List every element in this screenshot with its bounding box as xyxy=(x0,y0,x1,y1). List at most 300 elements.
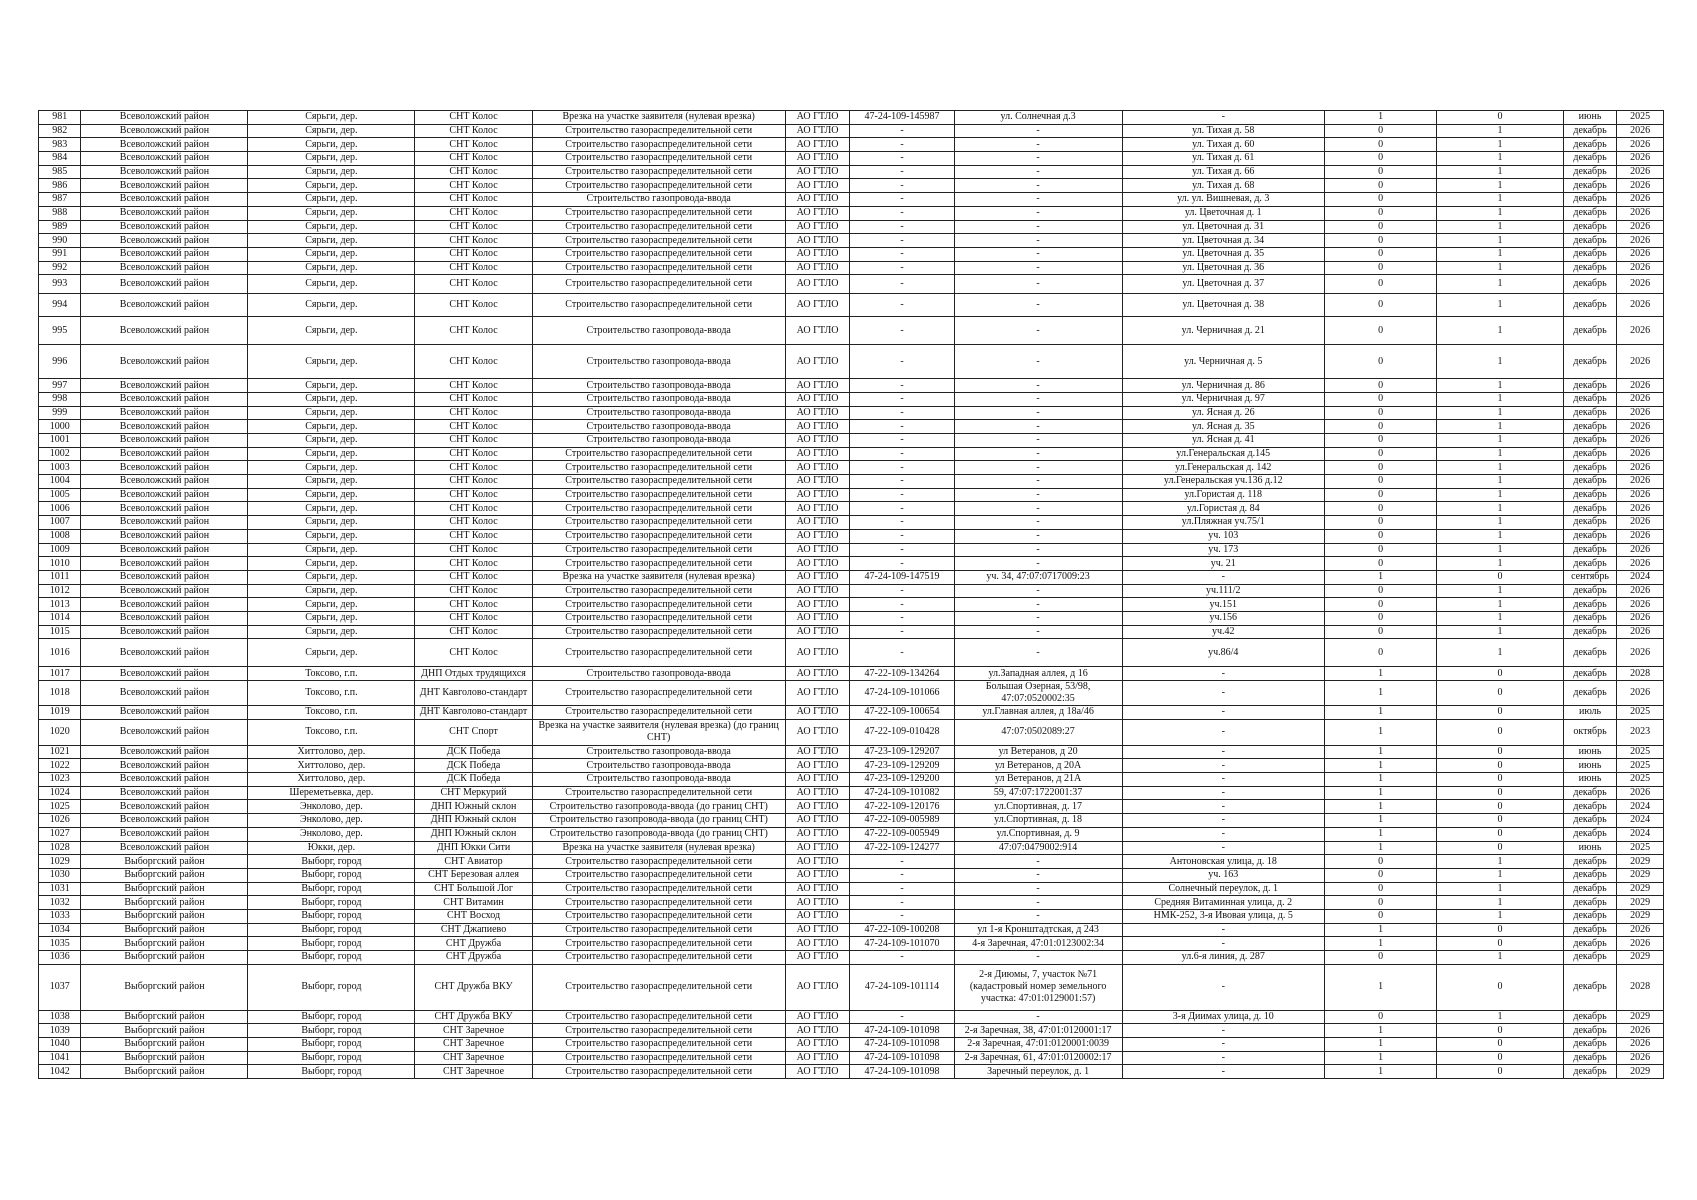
cell-application-number: - xyxy=(850,909,954,923)
table-row xyxy=(39,461,1664,475)
cell-organization: АО ГТЛО xyxy=(785,247,850,261)
cell-organization: АО ГТЛО xyxy=(785,882,850,896)
cell-partnership: ДСК Победа xyxy=(415,745,532,759)
table-row xyxy=(39,152,1664,166)
cell-application-number: 47-24-109-147519 xyxy=(850,570,954,584)
cell-address-existing: - xyxy=(954,317,1122,345)
cell-address-planned: Солнечный переулок, д. 1 xyxy=(1122,882,1324,896)
cell-work-type: Строительство газораспределительной сети xyxy=(532,625,785,639)
cell-district: Всеволожский район xyxy=(81,557,248,571)
cell-address-planned: ул. Черничная д. 86 xyxy=(1122,379,1324,393)
cell-year: 2026 xyxy=(1617,392,1664,406)
cell-settlement: Сярьги, дер. xyxy=(248,557,415,571)
cell-address-existing: - xyxy=(954,611,1122,625)
cell-settlement: Хиттолово, дер. xyxy=(248,773,415,787)
cell-partnership: СНТ Колос xyxy=(415,420,532,434)
table-row xyxy=(39,800,1664,814)
cell-application-number: - xyxy=(850,611,954,625)
cell-address-existing: - xyxy=(954,909,1122,923)
cell-address-existing: - xyxy=(954,625,1122,639)
cell-partnership: ДНП Юкки Сити xyxy=(415,841,532,855)
cell-organization: АО ГТЛО xyxy=(785,1024,850,1038)
cell-district: Всеволожский район xyxy=(81,800,248,814)
cell-partnership: СНТ Колос xyxy=(415,220,532,234)
cell-address-existing: - xyxy=(954,392,1122,406)
table-row xyxy=(39,261,1664,275)
cell-work-type: Врезка на участке заявителя (нулевая врезка) xyxy=(532,111,785,125)
cell-count-b: 0 xyxy=(1437,706,1563,720)
cell-count-a: 1 xyxy=(1324,719,1436,745)
cell-application-number: - xyxy=(850,152,954,166)
cell-partnership: ДСК Победа xyxy=(415,759,532,773)
cell-year: 2026 xyxy=(1617,275,1664,294)
cell-district: Всеволожский район xyxy=(81,247,248,261)
cell-row-number: 1011 xyxy=(39,570,81,584)
cell-address-existing: - xyxy=(954,447,1122,461)
cell-count-b: 1 xyxy=(1437,124,1563,138)
cell-district: Выборгский район xyxy=(81,964,248,1010)
cell-organization: АО ГТЛО xyxy=(785,434,850,448)
cell-month: декабрь xyxy=(1563,786,1617,800)
cell-work-type: Строительство газораспределительной сети xyxy=(532,639,785,667)
cell-count-b: 1 xyxy=(1437,379,1563,393)
cell-partnership: СНТ Колос xyxy=(415,193,532,207)
cell-partnership: СНТ Колос xyxy=(415,206,532,220)
cell-month: декабрь xyxy=(1563,1010,1617,1024)
cell-address-existing: ул.Спортивная, д. 9 xyxy=(954,827,1122,841)
cell-count-a: 0 xyxy=(1324,475,1436,489)
cell-year: 2029 xyxy=(1617,951,1664,965)
cell-application-number: 47-24-109-145987 xyxy=(850,111,954,125)
cell-address-planned: уч. 103 xyxy=(1122,529,1324,543)
cell-address-planned: - xyxy=(1122,745,1324,759)
cell-address-planned: - xyxy=(1122,841,1324,855)
cell-month: декабрь xyxy=(1563,461,1617,475)
cell-organization: АО ГТЛО xyxy=(785,937,850,951)
cell-month: декабрь xyxy=(1563,964,1617,1010)
cell-address-planned: ул.Генеральская д.145 xyxy=(1122,447,1324,461)
cell-address-planned: ул. Ясная д. 35 xyxy=(1122,420,1324,434)
cell-row-number: 993 xyxy=(39,275,81,294)
cell-year: 2026 xyxy=(1617,434,1664,448)
cell-year: 2026 xyxy=(1617,379,1664,393)
cell-year: 2026 xyxy=(1617,516,1664,530)
cell-row-number: 1014 xyxy=(39,611,81,625)
cell-partnership: СНТ Заречное xyxy=(415,1065,532,1079)
cell-count-a: 1 xyxy=(1324,964,1436,1010)
cell-settlement: Сярьги, дер. xyxy=(248,138,415,152)
cell-work-type: Строительство газораспределительной сети xyxy=(532,706,785,720)
cell-address-planned: уч. 173 xyxy=(1122,543,1324,557)
cell-application-number: - xyxy=(850,529,954,543)
cell-organization: АО ГТЛО xyxy=(785,275,850,294)
cell-work-type: Строительство газораспределительной сети xyxy=(532,896,785,910)
cell-organization: АО ГТЛО xyxy=(785,639,850,667)
cell-district: Всеволожский район xyxy=(81,138,248,152)
cell-row-number: 996 xyxy=(39,345,81,379)
cell-district: Выборгский район xyxy=(81,868,248,882)
cell-address-existing: 2-я Заречная, 47:01:0120001:0039 xyxy=(954,1038,1122,1052)
cell-settlement: Сярьги, дер. xyxy=(248,247,415,261)
cell-settlement: Выборг, город xyxy=(248,882,415,896)
cell-month: сентябрь xyxy=(1563,570,1617,584)
cell-work-type: Строительство газопровода-ввода xyxy=(532,759,785,773)
cell-row-number: 1030 xyxy=(39,868,81,882)
table-row xyxy=(39,909,1664,923)
table-row xyxy=(39,294,1664,317)
cell-year: 2026 xyxy=(1617,138,1664,152)
cell-row-number: 994 xyxy=(39,294,81,317)
cell-settlement: Выборг, город xyxy=(248,868,415,882)
cell-partnership: СНТ Колос xyxy=(415,111,532,125)
table-row xyxy=(39,447,1664,461)
cell-work-type: Врезка на участке заявителя (нулевая врезка) (до границ СНТ) xyxy=(532,719,785,745)
cell-partnership: СНТ Колос xyxy=(415,138,532,152)
cell-partnership: СНТ Дружба xyxy=(415,937,532,951)
cell-district: Всеволожский район xyxy=(81,420,248,434)
table-row xyxy=(39,557,1664,571)
cell-organization: АО ГТЛО xyxy=(785,598,850,612)
cell-settlement: Сярьги, дер. xyxy=(248,639,415,667)
cell-district: Всеволожский район xyxy=(81,220,248,234)
cell-settlement: Энколово, дер. xyxy=(248,827,415,841)
cell-count-a: 0 xyxy=(1324,193,1436,207)
cell-count-a: 1 xyxy=(1324,667,1436,681)
cell-address-planned: - xyxy=(1122,923,1324,937)
cell-count-a: 0 xyxy=(1324,529,1436,543)
cell-settlement: Сярьги, дер. xyxy=(248,124,415,138)
cell-count-a: 1 xyxy=(1324,773,1436,787)
cell-year: 2029 xyxy=(1617,1065,1664,1079)
cell-count-b: 0 xyxy=(1437,800,1563,814)
cell-count-b: 1 xyxy=(1437,488,1563,502)
cell-address-existing: ул Ветеранов, д 20А xyxy=(954,759,1122,773)
cell-district: Всеволожский район xyxy=(81,206,248,220)
cell-count-a: 0 xyxy=(1324,584,1436,598)
cell-address-existing: ул.Главная аллея, д 18а/46 xyxy=(954,706,1122,720)
cell-month: декабрь xyxy=(1563,584,1617,598)
cell-year: 2026 xyxy=(1617,193,1664,207)
cell-district: Всеволожский район xyxy=(81,570,248,584)
cell-district: Выборгский район xyxy=(81,1065,248,1079)
cell-work-type: Строительство газораспределительной сети xyxy=(532,1024,785,1038)
cell-settlement: Выборг, город xyxy=(248,855,415,869)
table-row xyxy=(39,165,1664,179)
cell-year: 2026 xyxy=(1617,1051,1664,1065)
cell-row-number: 1034 xyxy=(39,923,81,937)
cell-count-a: 0 xyxy=(1324,909,1436,923)
cell-organization: АО ГТЛО xyxy=(785,152,850,166)
cell-application-number: 47-23-109-129200 xyxy=(850,773,954,787)
cell-count-b: 1 xyxy=(1437,543,1563,557)
cell-address-planned: - xyxy=(1122,111,1324,125)
cell-address-planned: ул. Цветочная д. 36 xyxy=(1122,261,1324,275)
cell-address-existing: - xyxy=(954,234,1122,248)
cell-year: 2025 xyxy=(1617,111,1664,125)
cell-year: 2025 xyxy=(1617,841,1664,855)
cell-year: 2026 xyxy=(1617,124,1664,138)
cell-count-b: 0 xyxy=(1437,937,1563,951)
cell-address-planned: - xyxy=(1122,706,1324,720)
cell-work-type: Строительство газораспределительной сети xyxy=(532,868,785,882)
cell-settlement: Сярьги, дер. xyxy=(248,179,415,193)
cell-organization: АО ГТЛО xyxy=(785,165,850,179)
cell-partnership: СНТ Колос xyxy=(415,247,532,261)
cell-partnership: СНТ Колос xyxy=(415,434,532,448)
cell-address-existing: ул Ветеранов, д 20 xyxy=(954,745,1122,759)
cell-application-number: - xyxy=(850,220,954,234)
cell-count-a: 0 xyxy=(1324,406,1436,420)
cell-count-a: 0 xyxy=(1324,124,1436,138)
cell-row-number: 1039 xyxy=(39,1024,81,1038)
cell-count-a: 0 xyxy=(1324,392,1436,406)
cell-row-number: 1031 xyxy=(39,882,81,896)
cell-year: 2024 xyxy=(1617,827,1664,841)
cell-district: Всеволожский район xyxy=(81,639,248,667)
cell-application-number: 47-22-109-005989 xyxy=(850,814,954,828)
cell-address-existing: - xyxy=(954,543,1122,557)
cell-district: Всеволожский район xyxy=(81,681,248,706)
cell-application-number: - xyxy=(850,557,954,571)
cell-settlement: Сярьги, дер. xyxy=(248,275,415,294)
cell-count-b: 1 xyxy=(1437,625,1563,639)
cell-count-a: 0 xyxy=(1324,261,1436,275)
cell-partnership: СНТ Заречное xyxy=(415,1051,532,1065)
cell-address-existing: - xyxy=(954,502,1122,516)
cell-address-existing: - xyxy=(954,345,1122,379)
cell-address-existing: - xyxy=(954,165,1122,179)
cell-row-number: 987 xyxy=(39,193,81,207)
table-row xyxy=(39,1038,1664,1052)
cell-work-type: Строительство газораспределительной сети xyxy=(532,461,785,475)
cell-count-b: 1 xyxy=(1437,193,1563,207)
cell-count-a: 1 xyxy=(1324,1024,1436,1038)
cell-count-b: 0 xyxy=(1437,1024,1563,1038)
cell-partnership: СНТ Колос xyxy=(415,152,532,166)
cell-work-type: Строительство газораспределительной сети xyxy=(532,611,785,625)
cell-application-number: - xyxy=(850,543,954,557)
cell-address-planned: ул. Ясная д. 41 xyxy=(1122,434,1324,448)
cell-row-number: 1010 xyxy=(39,557,81,571)
cell-month: декабрь xyxy=(1563,1038,1617,1052)
cell-district: Выборгский район xyxy=(81,882,248,896)
cell-month: декабрь xyxy=(1563,800,1617,814)
cell-count-a: 0 xyxy=(1324,625,1436,639)
cell-month: декабрь xyxy=(1563,827,1617,841)
cell-district: Всеволожский район xyxy=(81,529,248,543)
cell-address-existing: - xyxy=(954,406,1122,420)
cell-address-existing: - xyxy=(954,557,1122,571)
cell-settlement: Токсово, г.п. xyxy=(248,719,415,745)
cell-address-planned: - xyxy=(1122,1051,1324,1065)
cell-month: декабрь xyxy=(1563,868,1617,882)
cell-count-b: 0 xyxy=(1437,841,1563,855)
cell-count-b: 1 xyxy=(1437,896,1563,910)
cell-count-b: 1 xyxy=(1437,447,1563,461)
table-row xyxy=(39,855,1664,869)
cell-partnership: ДНП Отдых трудящихся xyxy=(415,667,532,681)
cell-partnership: СНТ Колос xyxy=(415,275,532,294)
cell-count-a: 0 xyxy=(1324,317,1436,345)
cell-count-b: 1 xyxy=(1437,951,1563,965)
cell-organization: АО ГТЛО xyxy=(785,1038,850,1052)
cell-work-type: Строительство газораспределительной сети xyxy=(532,1065,785,1079)
cell-year: 2029 xyxy=(1617,896,1664,910)
cell-row-number: 989 xyxy=(39,220,81,234)
cell-settlement: Выборг, город xyxy=(248,951,415,965)
cell-district: Всеволожский район xyxy=(81,706,248,720)
cell-row-number: 1024 xyxy=(39,786,81,800)
table-row xyxy=(39,275,1664,294)
cell-settlement: Токсово, г.п. xyxy=(248,706,415,720)
cell-district: Выборгский район xyxy=(81,951,248,965)
cell-count-b: 1 xyxy=(1437,317,1563,345)
table-row xyxy=(39,667,1664,681)
table-row xyxy=(39,317,1664,345)
cell-address-planned: ул. Черничная д. 5 xyxy=(1122,345,1324,379)
table-row xyxy=(39,179,1664,193)
cell-application-number: - xyxy=(850,247,954,261)
cell-month: декабрь xyxy=(1563,275,1617,294)
cell-count-b: 1 xyxy=(1437,882,1563,896)
cell-partnership: СНТ Заречное xyxy=(415,1038,532,1052)
cell-count-a: 0 xyxy=(1324,138,1436,152)
cell-work-type: Строительство газораспределительной сети xyxy=(532,598,785,612)
cell-count-b: 1 xyxy=(1437,275,1563,294)
cell-month: декабрь xyxy=(1563,681,1617,706)
cell-district: Выборгский район xyxy=(81,1010,248,1024)
cell-work-type: Строительство газораспределительной сети xyxy=(532,937,785,951)
table-row xyxy=(39,681,1664,706)
cell-district: Всеволожский район xyxy=(81,165,248,179)
cell-address-planned: ул. Цветочная д. 38 xyxy=(1122,294,1324,317)
cell-settlement: Сярьги, дер. xyxy=(248,570,415,584)
cell-organization: АО ГТЛО xyxy=(785,220,850,234)
cell-organization: АО ГТЛО xyxy=(785,475,850,489)
cell-district: Всеволожский район xyxy=(81,543,248,557)
cell-district: Всеволожский район xyxy=(81,275,248,294)
table-row xyxy=(39,220,1664,234)
cell-district: Всеволожский район xyxy=(81,475,248,489)
cell-year: 2026 xyxy=(1617,420,1664,434)
cell-work-type: Строительство газораспределительной сети xyxy=(532,529,785,543)
cell-application-number: - xyxy=(850,294,954,317)
cell-district: Всеволожский район xyxy=(81,667,248,681)
cell-settlement: Энколово, дер. xyxy=(248,814,415,828)
cell-address-planned: ул. Тихая д. 68 xyxy=(1122,179,1324,193)
cell-organization: АО ГТЛО xyxy=(785,294,850,317)
cell-district: Всеволожский район xyxy=(81,625,248,639)
cell-year: 2026 xyxy=(1617,598,1664,612)
cell-month: декабрь xyxy=(1563,557,1617,571)
cell-application-number: 47-22-109-124277 xyxy=(850,841,954,855)
cell-year: 2026 xyxy=(1617,937,1664,951)
cell-work-type: Строительство газораспределительной сети xyxy=(532,138,785,152)
cell-work-type: Строительство газопровода-ввода xyxy=(532,773,785,787)
table-row xyxy=(39,206,1664,220)
cell-count-b: 1 xyxy=(1437,294,1563,317)
cell-year: 2024 xyxy=(1617,800,1664,814)
cell-year: 2026 xyxy=(1617,611,1664,625)
table-body xyxy=(39,111,1664,1079)
cell-year: 2026 xyxy=(1617,681,1664,706)
cell-organization: АО ГТЛО xyxy=(785,719,850,745)
cell-year: 2026 xyxy=(1617,923,1664,937)
cell-count-a: 0 xyxy=(1324,1010,1436,1024)
cell-organization: АО ГТЛО xyxy=(785,1065,850,1079)
cell-work-type: Строительство газораспределительной сети xyxy=(532,1038,785,1052)
cell-month: декабрь xyxy=(1563,1051,1617,1065)
cell-row-number: 991 xyxy=(39,247,81,261)
cell-district: Всеволожский район xyxy=(81,124,248,138)
cell-application-number: - xyxy=(850,392,954,406)
cell-count-b: 1 xyxy=(1437,406,1563,420)
cell-year: 2024 xyxy=(1617,570,1664,584)
cell-application-number: 47-24-109-101098 xyxy=(850,1024,954,1038)
cell-address-existing: - xyxy=(954,896,1122,910)
cell-month: декабрь xyxy=(1563,937,1617,951)
cell-application-number: 47-23-109-129209 xyxy=(850,759,954,773)
cell-address-existing: ул Ветеранов, д 21А xyxy=(954,773,1122,787)
cell-row-number: 1017 xyxy=(39,667,81,681)
cell-settlement: Сярьги, дер. xyxy=(248,502,415,516)
cell-address-existing: - xyxy=(954,220,1122,234)
cell-address-planned: ул. Тихая д. 60 xyxy=(1122,138,1324,152)
cell-organization: АО ГТЛО xyxy=(785,502,850,516)
cell-partnership: СНТ Восход xyxy=(415,909,532,923)
cell-count-b: 0 xyxy=(1437,745,1563,759)
cell-district: Всеволожский район xyxy=(81,516,248,530)
cell-month: декабрь xyxy=(1563,923,1617,937)
cell-organization: АО ГТЛО xyxy=(785,206,850,220)
cell-work-type: Строительство газораспределительной сети xyxy=(532,923,785,937)
cell-district: Всеволожский район xyxy=(81,111,248,125)
cell-organization: АО ГТЛО xyxy=(785,827,850,841)
cell-count-a: 0 xyxy=(1324,611,1436,625)
cell-address-existing: Заречный переулок, д. 1 xyxy=(954,1065,1122,1079)
cell-count-a: 1 xyxy=(1324,1051,1436,1065)
table-row xyxy=(39,951,1664,965)
cell-row-number: 1029 xyxy=(39,855,81,869)
cell-organization: АО ГТЛО xyxy=(785,1051,850,1065)
cell-settlement: Выборг, город xyxy=(248,896,415,910)
cell-organization: АО ГТЛО xyxy=(785,923,850,937)
cell-count-a: 0 xyxy=(1324,951,1436,965)
table-row xyxy=(39,379,1664,393)
cell-count-b: 1 xyxy=(1437,152,1563,166)
cell-application-number: 47-24-109-101070 xyxy=(850,937,954,951)
table-row xyxy=(39,1024,1664,1038)
table-row xyxy=(39,719,1664,745)
cell-district: Выборгский район xyxy=(81,896,248,910)
cell-work-type: Строительство газораспределительной сети xyxy=(532,206,785,220)
table-row xyxy=(39,502,1664,516)
cell-row-number: 1026 xyxy=(39,814,81,828)
cell-year: 2026 xyxy=(1617,1038,1664,1052)
cell-row-number: 995 xyxy=(39,317,81,345)
table-row xyxy=(39,138,1664,152)
cell-district: Всеволожский район xyxy=(81,759,248,773)
cell-address-planned: 3-я Диимах улица, д. 10 xyxy=(1122,1010,1324,1024)
cell-month: декабрь xyxy=(1563,625,1617,639)
cell-work-type: Строительство газораспределительной сети xyxy=(532,261,785,275)
cell-settlement: Сярьги, дер. xyxy=(248,294,415,317)
cell-settlement: Сярьги, дер. xyxy=(248,434,415,448)
cell-month: декабрь xyxy=(1563,516,1617,530)
cell-address-existing: - xyxy=(954,294,1122,317)
cell-year: 2026 xyxy=(1617,786,1664,800)
cell-address-existing: - xyxy=(954,261,1122,275)
